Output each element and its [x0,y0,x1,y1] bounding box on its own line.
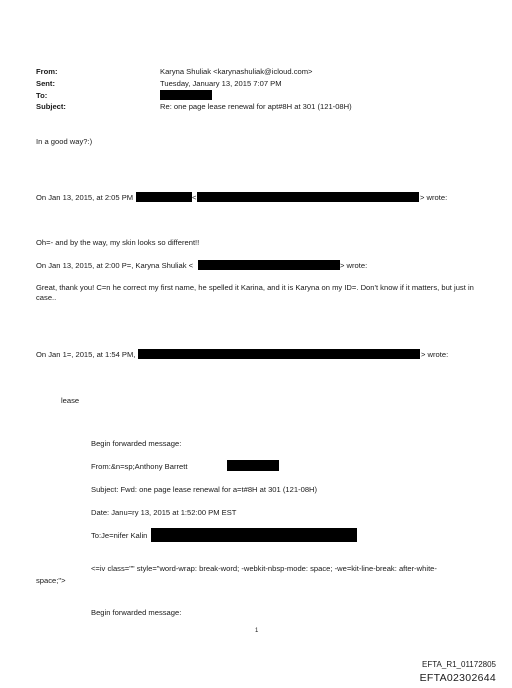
from-label: From: [36,67,58,76]
sent-label: Sent: [36,79,55,88]
quote2-prefix: On Jan 13, 2015, at 2:00 P=, Karyna Shuliak < [36,261,194,270]
quote1-suffix: > wrote: [420,193,448,202]
redaction-quote2-email [198,260,340,270]
redaction-fwd-to [151,528,357,542]
code-line-2: space;"> [36,576,66,585]
fwd-header-1: Begin forwarded message: [91,439,182,448]
redaction-quote1-email [197,192,419,202]
footer-id-small: EFTA_R1_01172805 [422,660,496,669]
to-label: To: [36,91,48,100]
subject-label: Subject: [36,102,66,111]
fwd-date: Date: Janu=ry 13, 2015 at 1:52:00 PM EST [91,508,237,517]
quote3-suffix: > wrote: [421,350,449,359]
quote2-suffix: > wrote: [340,261,368,270]
body-paragraph: Great, thank you! C=n he correct my first name, he spelled it Karina, and it is Karyna on my ID=. Don't know if it matters, but just in case.. [36,283,474,302]
redaction-quote3 [138,349,420,359]
subject-value: Re: one page lease renewal for apt#8H at 301 (121-08H) [160,102,352,111]
fwd-header-2: Begin forwarded message: [91,608,182,617]
fwd-subject: Subject: Fwd: one page lease renewal for a=t#8H at 301 (121-08H) [91,485,318,494]
redaction-to [160,90,212,100]
redaction-fwd-from [227,460,279,471]
quote1-prefix: On Jan 13, 2015, at 2:05 PM [36,193,134,202]
reply-line: In a good way?:) [36,137,93,146]
quote3-prefix: On Jan 1=, 2015, at 1:54 PM, [36,350,136,359]
page-number: 1 [255,628,259,634]
lease-text: lease [61,396,80,405]
fwd-from: From:&n=sp;Anthony Barrett [91,462,188,471]
redaction-quote1-name [136,192,192,202]
from-value: Karyna Shuliak <karynashuliak@icloud.com> [160,67,313,76]
sent-value: Tuesday, January 13, 2015 7:07 PM [160,79,282,88]
code-line-1: <=iv class="" style="word-wrap: break-word; -webkit-nbsp-mode: space; -we=kit-line-break: after-white- [91,564,437,573]
fwd-to: To:Je=nifer Kalin [91,531,148,540]
body-line2: Oh=- and by the way, my skin looks so different!! [36,238,200,247]
footer-id-large: EFTA02302644 [419,672,496,684]
quote1-mid: < [192,193,197,202]
